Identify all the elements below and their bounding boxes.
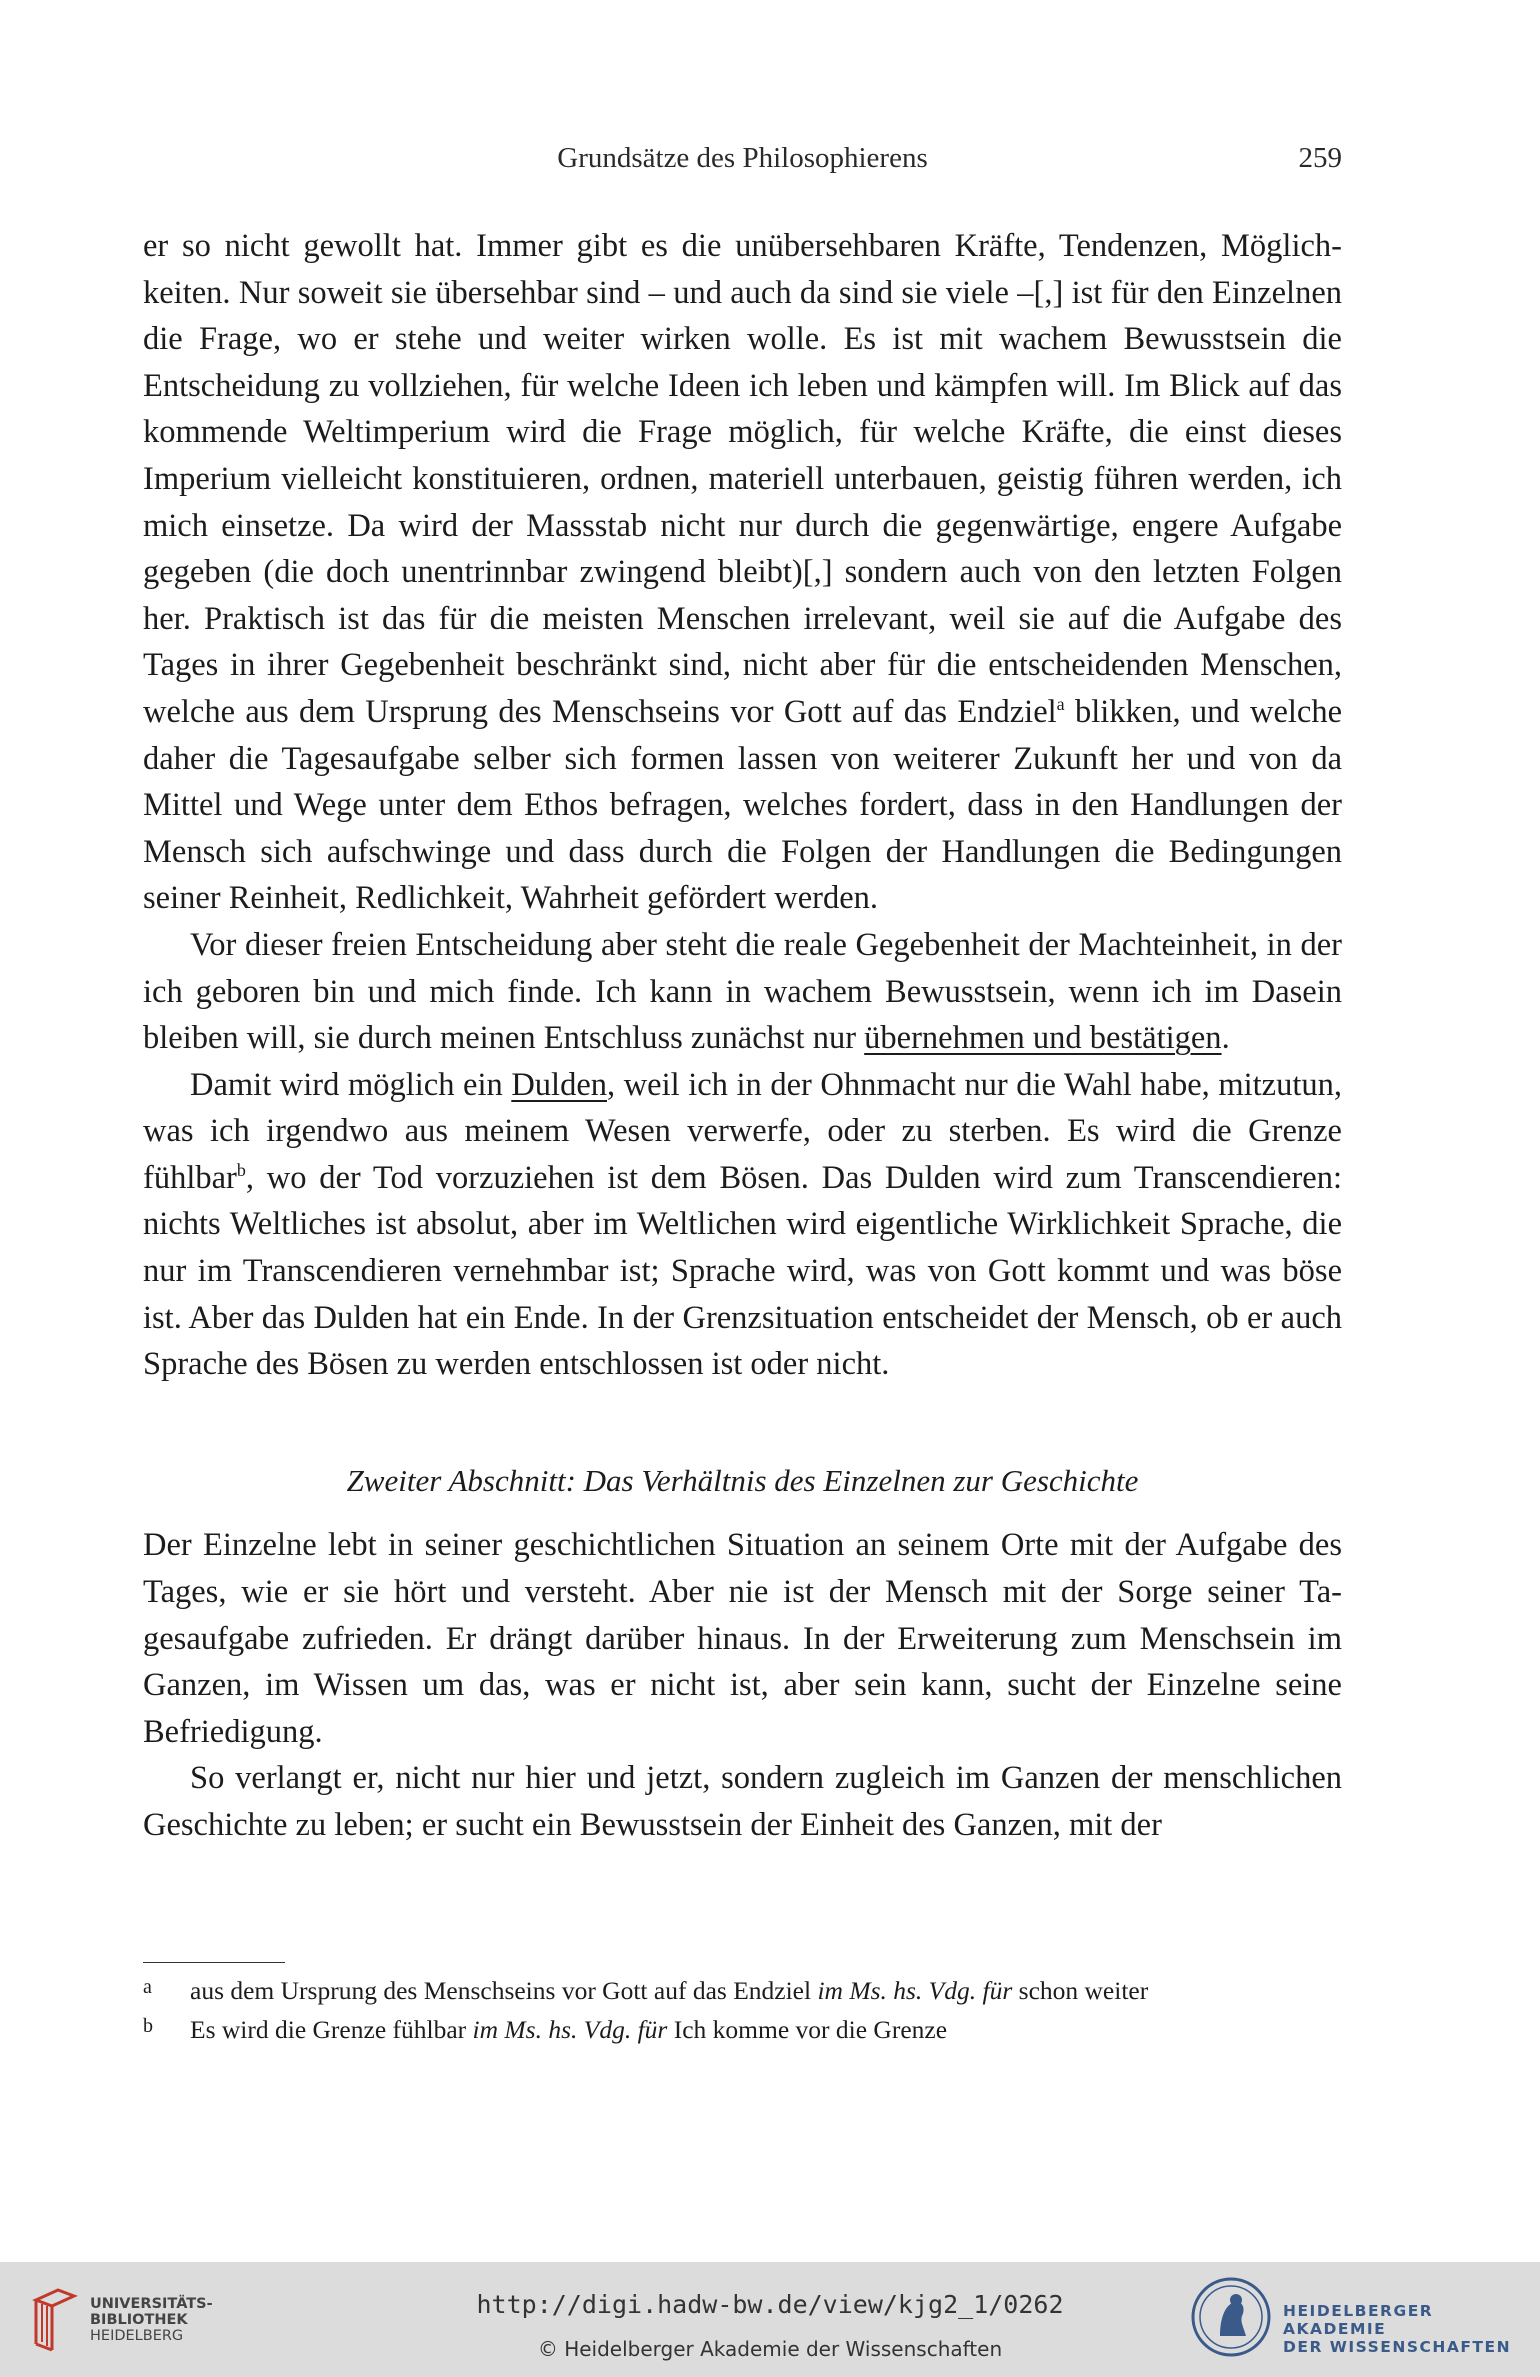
paragraph-5: So verlangt er, nicht nur hier und jetzt, sondern zugleich im Ganzen der menschlichen Geschichte zu leben; er sucht ein Bewusstsein der Einheit des Ganzen, mit der (143, 1760, 1342, 1843)
copyright-notice: © Heidelberger Akademie der Wissenschaften (537, 2337, 1003, 2361)
ub-line-3: HEIDELBERG (90, 2328, 184, 2344)
paragraph-3 (143, 1062, 1342, 1388)
page-number: 259 (1298, 142, 1342, 174)
underlined-phrase-ubernehmen: übernehmen und bestätigen (864, 1020, 1222, 1057)
permalink-url[interactable]: http://digi.hadw-bw.de/view/kjg2_1/0262 (476, 2290, 1064, 2319)
running-head (143, 142, 1342, 182)
footnote-ref-a[interactable]: a (1056, 694, 1065, 715)
hadw-line-2: DER WISSENSCHAFTEN (1283, 2338, 1512, 2356)
viewer-footer (0, 2262, 1540, 2377)
paragraph-3-text-a: Damit wird möglich ein (190, 1066, 512, 1103)
footnote-editorial-note: im Ms. hs. Vdg. für (472, 2014, 668, 2044)
hadw-line-1: HEIDELBERGER AKADEMIE (1283, 2302, 1434, 2338)
footnote-ref-b[interactable]: b (236, 1160, 246, 1181)
underlined-word-dulden: Dulden (511, 1066, 607, 1103)
paragraph-2-text-b: . (1221, 1020, 1230, 1057)
footnote-mark: a (143, 1976, 152, 1998)
footnote-a (143, 1972, 1342, 2011)
footnote-mark: b (143, 2014, 153, 2037)
footnote-editorial-note: im Ms. hs. Vdg. für (817, 1976, 1013, 2005)
paragraph-1-text-b: blikken, und welche daher die Tagesaufgabe selber sich formen lassen von weiterer Zukunft her und von da Mittel und Wege unter dem Ethos befragen, welches fordert, dass in den Handlungen der Mensch sich aufschwinge und dass durch die Folgen der Handlungen die Bedingungen seiner Reinheit, Redlichkeit, Wahrheit gefördert werden. (143, 693, 1342, 917)
ub-line-1: UNIVERSITÄTS- (90, 2296, 213, 2312)
running-title: Grundsätze des Philosophierens (557, 142, 928, 174)
footnote-text: schon weiter (1012, 1976, 1149, 2005)
section-heading: Zweiter Abschnitt: Das Verhältnis des Einzelnen zur Geschichte (346, 1462, 1139, 1498)
paragraph-1-text-a: er so nicht gewollt hat. Immer gibt es die unübersehbaren Kräfte, Tendenzen, Möglichkeiten. Nur soweit sie übersehbar sind – und auch da sind sie viele –[,] ist für den Einzelnen die Frage, wo er stehe und weiter wirken wolle. Es ist mit wachem Bewusstsein die Entscheidung zu vollziehen, für welche Ideen ich leben und kämpfen will. Im Blick auf das kommende Weltimperium wird die Frage möglich, für welche Kräfte, die einst dieses Imperium vielleicht konstituieren, ordnen, materiell unterbauen, geistig führen werden, ich mich einsetze. Da wird der Massstab nicht nur durch die gegenwärtige, engere Aufgabe gegeben (die doch unentrinnbar zwingend bleibt)[,] sondern auch von den letzten Folgen her. Praktisch ist das für die meisten Menschen irrelevant, weil sie auf die Aufgabe des Tages in ihrer Gegebenheit beschränkt sind, nicht aber für die entscheidenden Menschen, welche aus dem Ursprung des Menschseins vor Gott auf das Endziel (143, 228, 1342, 730)
paragraph-3-text-b: , weil ich in der Ohnmacht nur die Wahl habe, mitzutun, was ich irgendwo aus meinem Wesen verwerfe, oder zu sterben. Es wird die Grenze fühlbar (143, 1066, 1342, 1196)
footnote-text: Ich komme vor die Grenze (667, 2014, 948, 2044)
body-text (143, 223, 1342, 1849)
ub-line-2: BIBLIOTHEK (90, 2312, 188, 2328)
paragraph-2-text-a: Vor dieser freien Entscheidung aber steht die reale Gegebenheit der Machteinheit, in der ich geboren bin und mich finde. Ich kann in wachem Bewusstsein, wenn ich im Dasein bleiben will, sie durch meinen Entschluss zunächst nur (143, 926, 1342, 1057)
footnote-divider (143, 1962, 285, 1963)
footnote-b (143, 2011, 1342, 2050)
paragraph-1 (143, 223, 1342, 922)
footnote-text: Es wird die Grenze fühlbar (190, 2014, 473, 2044)
paragraph-2 (143, 922, 1342, 1062)
hadw-wordmark (1283, 2302, 1540, 2356)
hadw-seal-icon[interactable] (1190, 2276, 1272, 2358)
footnotes (143, 1972, 1342, 2049)
paragraph-4: Der Einzelne lebt in seiner geschichtlichen Situation an seinem Orte mit der Aufgabe des Tages, wie er sie hört und versteht. Aber nie ist der Mensch mit der Sorge seiner Tagesaufgabe zufrieden. Er drängt darüber hinaus. In der Erweiterung zum Menschsein im Ganzen, im Wissen um das, was er nicht ist, aber sein kann, sucht der Einzelne seine Befriedigung. (143, 1527, 1342, 1750)
footnote-text: aus dem Ursprung des Menschseins vor Gott auf das Endziel (190, 1976, 818, 2005)
paragraph-3-text-c: , wo der Tod vorzuziehen ist dem Bösen. Das Dulden wird zum Transcendieren: nichts Weltliches ist absolut, aber im Weltlichen wird eigentliche Wirklichkeit Sprache, die nur im Transcendieren vernehmbar ist; Sprache wird, was von Gott kommt und was böse ist. Aber das Dulden hat ein Ende. In der Grenzsituation entscheidet der Mensch, ob er auch Sprache des Bösen zu werden entschlossen ist oder nicht. (143, 1159, 1342, 1383)
